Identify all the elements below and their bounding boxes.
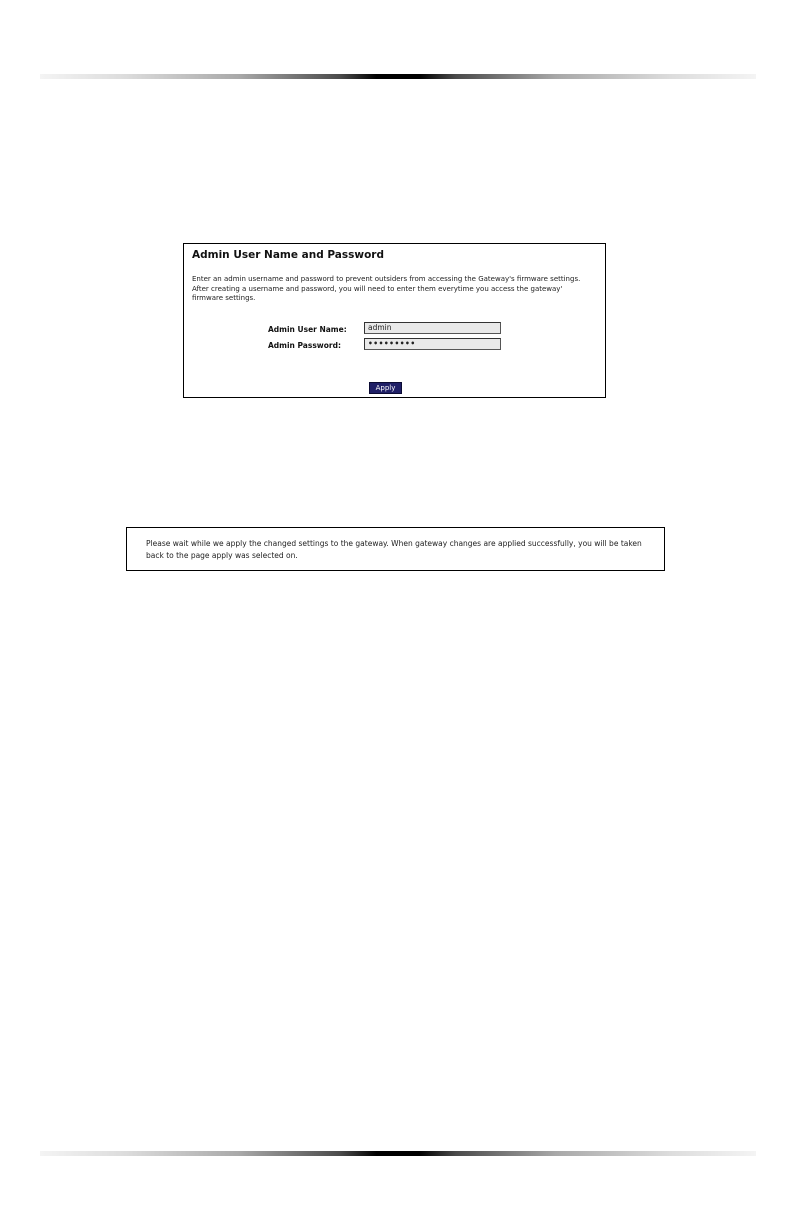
admin-credentials-panel (183, 243, 606, 398)
admin-password-label: Admin Password: (268, 341, 341, 350)
panel-description: Enter an admin username and password to prevent outsiders from accessing the Gateway's firmware settings. After creating a username and password, you will need to enter them everytime you access the gateway' firmware settings. (192, 275, 581, 302)
panel-title: Admin User Name and Password (192, 249, 384, 261)
apply-button[interactable]: Apply (369, 382, 402, 394)
apply-status-notice (126, 527, 665, 571)
admin-username-label: Admin User Name: (268, 325, 347, 334)
apply-status-message: Please wait while we apply the changed settings to the gateway. When gateway changes are applied successfully, you will be taken back to the page apply was selected on. (146, 539, 642, 560)
admin-username-input[interactable]: admin (364, 322, 501, 334)
header-divider (40, 74, 756, 79)
footer-divider (40, 1151, 756, 1156)
admin-password-input[interactable]: ••••••••• (364, 338, 501, 350)
